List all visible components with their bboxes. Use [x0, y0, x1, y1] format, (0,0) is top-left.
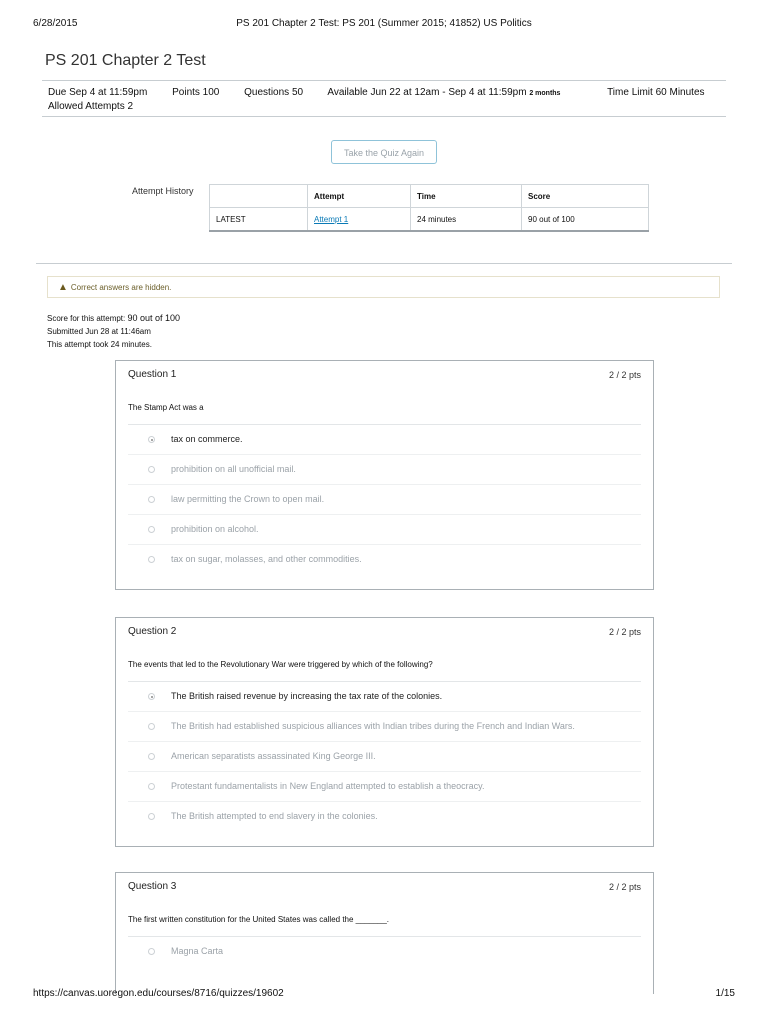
column-header: Score [522, 185, 649, 208]
attempt-history-table [209, 184, 649, 232]
attempt-link[interactable]: Attempt 1 [314, 214, 349, 224]
radio-icon [148, 753, 155, 760]
question-text: The Stamp Act was a [128, 389, 641, 425]
attempt-summary [47, 312, 180, 351]
radio-icon [148, 948, 155, 955]
question-text: The first written constitution for the United States was called the _______. [128, 901, 641, 937]
answer-option[interactable]: The British had established suspicious alliances with Indian tribes during the French and Indian Wars. [128, 712, 641, 742]
answers-hidden-notice [47, 276, 720, 298]
radio-icon [148, 723, 155, 730]
notice-text: Correct answers are hidden. [70, 283, 172, 292]
question-points: 2 / 2 pts [608, 370, 641, 380]
page-number: 1/15 [715, 988, 735, 999]
print-footer [33, 988, 735, 1002]
question-title: Question 2 [128, 626, 177, 637]
attempt-score: Score for this attempt: 90 out of 100 [47, 313, 181, 323]
print-url: https://canvas.uoregon.edu/courses/8716/quizzes/19602 [33, 988, 284, 999]
take-quiz-again-button[interactable]: Take the Quiz Again [331, 140, 437, 164]
divider [42, 80, 726, 81]
answer-option[interactable]: Magna Carta [128, 937, 641, 966]
page-title: PS 201 Chapter 2 Test [45, 52, 206, 69]
availability: Available Jun 22 at 12am - Sep 4 at 11:59pm 2 months [327, 87, 561, 98]
due-date: Due Sep 4 at 11:59pm [48, 87, 148, 98]
table-header-row [210, 185, 649, 208]
radio-icon [148, 466, 155, 473]
column-header [210, 185, 308, 208]
question-card [115, 617, 654, 847]
question-count: Questions 50 [244, 87, 304, 98]
answer-option[interactable]: prohibition on alcohol. [128, 515, 641, 545]
question-points: 2 / 2 pts [608, 882, 641, 892]
print-title: PS 201 Chapter 2 Test: PS 201 (Summer 2015; 41852) US Politics [236, 18, 532, 29]
question-header [116, 873, 653, 901]
question-header [116, 361, 653, 389]
answer-option[interactable]: tax on commerce. [128, 425, 641, 455]
radio-icon [148, 813, 155, 820]
radio-icon [148, 526, 155, 533]
radio-icon [148, 436, 155, 443]
answer-option[interactable]: tax on sugar, molasses, and other commodities. [128, 545, 641, 574]
attempt-history-label: Attempt History [132, 186, 194, 196]
question-points: 2 / 2 pts [608, 627, 641, 637]
points: Points 100 [172, 87, 220, 98]
radio-icon [148, 496, 155, 503]
answer-option[interactable]: American separatists assassinated King George III. [128, 742, 641, 772]
answer-option[interactable]: The British attempted to end slavery in the colonies. [128, 802, 641, 831]
print-date: 6/28/2015 [33, 18, 78, 29]
allowed-attempts: Allowed Attempts 2 [48, 101, 134, 112]
radio-icon [148, 556, 155, 563]
warning-icon: ▲ [58, 282, 68, 293]
column-header: Attempt [308, 185, 411, 208]
question-text: The events that led to the Revolutionary War were triggered by which of the following? [128, 646, 641, 682]
attempt-duration: This attempt took 24 minutes. [47, 340, 152, 349]
question-header [116, 618, 653, 646]
question-title: Question 1 [128, 369, 177, 380]
time-cell: 24 minutes [411, 208, 522, 232]
answer-option[interactable]: prohibition on all unofficial mail. [128, 455, 641, 485]
radio-icon [148, 783, 155, 790]
quiz-meta [48, 86, 738, 113]
print-header [33, 18, 735, 32]
submitted-time: Submitted Jun 28 at 11:46am [47, 327, 151, 336]
answer-option[interactable]: The British raised revenue by increasing the tax rate of the colonies. [128, 682, 641, 712]
radio-icon [148, 693, 155, 700]
latest-tag: LATEST [210, 208, 308, 232]
attempt-cell [308, 208, 411, 232]
time-limit: Time Limit 60 Minutes [607, 87, 705, 98]
question-title: Question 3 [128, 881, 177, 892]
question-card [115, 872, 654, 994]
answer-option[interactable]: Protestant fundamentalists in New England attempted to establish a theocracy. [128, 772, 641, 802]
score-cell: 90 out of 100 [522, 208, 649, 232]
table-row [210, 208, 649, 232]
column-header: Time [411, 185, 522, 208]
divider [36, 263, 732, 264]
divider [42, 116, 726, 117]
question-card [115, 360, 654, 590]
answer-option[interactable]: law permitting the Crown to open mail. [128, 485, 641, 515]
